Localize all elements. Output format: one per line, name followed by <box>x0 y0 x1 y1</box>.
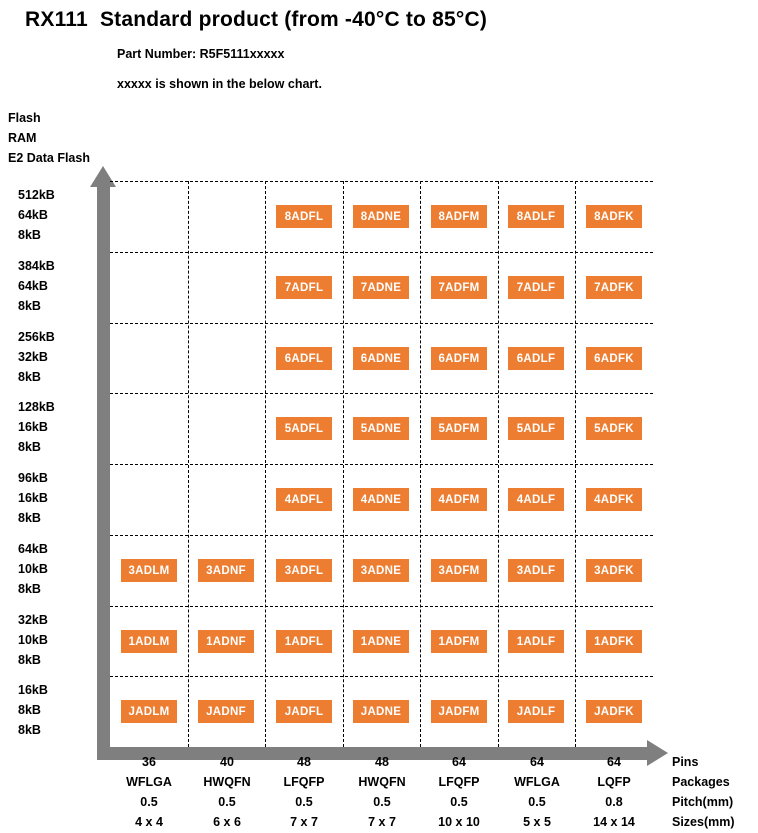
package-name: WFLGA <box>514 775 560 789</box>
pitch-value: 0.8 <box>605 795 623 809</box>
grid-row-separator <box>110 535 653 536</box>
y-axis-legend <box>8 108 90 168</box>
grid-row-separator <box>110 464 653 465</box>
pitch-value: 0.5 <box>295 795 313 809</box>
pitch-value: 0.5 <box>528 795 546 809</box>
part-number-badge: 7ADFL <box>276 276 332 299</box>
memory-config-labels <box>18 680 106 740</box>
package-name: HWQFN <box>358 775 406 789</box>
part-number-badge: 6ADFK <box>586 347 642 370</box>
package-name: HWQFN <box>203 775 251 789</box>
pins-value: 48 <box>375 755 389 769</box>
e2-data-flash-size-label: 8kB <box>18 582 41 596</box>
part-number-badge: 1ADLM <box>121 630 177 653</box>
e2-data-flash-size-label: 8kB <box>18 370 41 384</box>
part-number-badge: 3ADNE <box>353 559 409 582</box>
memory-config-labels <box>18 327 106 387</box>
part-number-badge: 1ADNE <box>353 630 409 653</box>
flash-size-label: 64kB <box>18 542 48 556</box>
size-value: 14 x 14 <box>593 815 635 829</box>
pitch-value: 0.5 <box>218 795 236 809</box>
grid-row-separator <box>110 323 653 324</box>
part-number-badge: 1ADFM <box>431 630 487 653</box>
grid-row-separator <box>110 252 653 253</box>
pins-value: 64 <box>452 755 466 769</box>
part-number-label: Part Number: R5F5111xxxxx <box>117 47 285 61</box>
size-value: 7 x 7 <box>368 815 396 829</box>
grid-column-separator <box>575 181 576 747</box>
pins-value: 40 <box>220 755 234 769</box>
part-number-badge: 3ADNF <box>198 559 254 582</box>
x-axis-label-packages: Packages <box>672 775 730 789</box>
grid-row-separator <box>110 393 653 394</box>
part-number-badge: 4ADFM <box>431 488 487 511</box>
ram-size-label: 64kB <box>18 279 48 293</box>
ram-size-label: 16kB <box>18 420 48 434</box>
part-number-badge: 1ADNF <box>198 630 254 653</box>
e2-data-flash-size-label: 8kB <box>18 511 41 525</box>
size-value: 7 x 7 <box>290 815 318 829</box>
flash-size-label: 512kB <box>18 188 55 202</box>
pins-value: 48 <box>297 755 311 769</box>
part-number-badge: JADFL <box>276 700 332 723</box>
pins-value: 64 <box>530 755 544 769</box>
x-axis-row-labels <box>672 752 735 832</box>
ram-size-label: 8kB <box>18 703 41 717</box>
part-number-badge: 4ADFL <box>276 488 332 511</box>
part-number-badge: 6ADLF <box>508 347 564 370</box>
flash-size-label: 384kB <box>18 259 55 273</box>
part-number-badge: 1ADLF <box>508 630 564 653</box>
x-axis-label-sizes: Sizes(mm) <box>672 815 735 829</box>
part-number-badge: 3ADFL <box>276 559 332 582</box>
e2-data-flash-size-label: 8kB <box>18 653 41 667</box>
y-axis-legend-flash: Flash <box>8 111 41 125</box>
part-number-badge: 1ADFL <box>276 630 332 653</box>
memory-config-labels <box>18 539 106 599</box>
size-value: 6 x 6 <box>213 815 241 829</box>
part-number-badge: 4ADFK <box>586 488 642 511</box>
part-number-badge: 3ADFM <box>431 559 487 582</box>
part-number-badge: 7ADFM <box>431 276 487 299</box>
memory-config-labels <box>18 468 106 528</box>
pins-value: 36 <box>142 755 156 769</box>
flash-size-label: 256kB <box>18 330 55 344</box>
part-number-badge: 5ADNE <box>353 417 409 440</box>
pitch-value: 0.5 <box>373 795 391 809</box>
part-number-badge: 4ADNE <box>353 488 409 511</box>
part-number-badge: 8ADFL <box>276 205 332 228</box>
part-number-badge: 3ADFK <box>586 559 642 582</box>
grid-column-separator <box>188 181 189 747</box>
part-number-badge: 1ADFK <box>586 630 642 653</box>
part-number-badge: 3ADLF <box>508 559 564 582</box>
memory-config-labels <box>18 185 106 245</box>
x-axis-label-pitch: Pitch(mm) <box>672 795 734 809</box>
grid-row-separator <box>110 606 653 607</box>
x-axis-label-pins: Pins <box>672 755 699 769</box>
size-value: 4 x 4 <box>135 815 163 829</box>
memory-config-labels <box>18 397 106 457</box>
y-axis-legend-ram: RAM <box>8 131 37 145</box>
pins-value: 64 <box>607 755 621 769</box>
memory-config-labels <box>18 610 106 670</box>
part-number-note: xxxxx is shown in the below chart. <box>117 77 322 91</box>
part-number-badge: JADFK <box>586 700 642 723</box>
ram-size-label: 10kB <box>18 562 48 576</box>
part-number-badge: 8ADLF <box>508 205 564 228</box>
memory-config-labels <box>18 256 106 316</box>
part-number-badge: 6ADFL <box>276 347 332 370</box>
ram-size-label: 10kB <box>18 633 48 647</box>
flash-size-label: 32kB <box>18 613 48 627</box>
grid-column-separator <box>343 181 344 747</box>
grid-column-separator <box>420 181 421 747</box>
part-number-badge: 5ADLF <box>508 417 564 440</box>
package-name: LFQFP <box>283 775 325 789</box>
part-number-badge: 5ADFM <box>431 417 487 440</box>
size-value: 10 x 10 <box>438 815 480 829</box>
part-number-badge: 6ADNE <box>353 347 409 370</box>
part-number-badge: 5ADFK <box>586 417 642 440</box>
pitch-value: 0.5 <box>140 795 158 809</box>
part-number-badge: JADLF <box>508 700 564 723</box>
package-name: LQFP <box>597 775 631 789</box>
part-number-badge: JADNF <box>198 700 254 723</box>
flash-size-label: 128kB <box>18 400 55 414</box>
part-number-badge: 8ADFK <box>586 205 642 228</box>
grid-column-separator <box>265 181 266 747</box>
part-number-badge: 5ADFL <box>276 417 332 440</box>
ram-size-label: 16kB <box>18 491 48 505</box>
part-number-badge: JADFM <box>431 700 487 723</box>
e2-data-flash-size-label: 8kB <box>18 299 41 313</box>
y-axis-legend-e2-data-flash: E2 Data Flash <box>8 151 90 165</box>
package-name: WFLGA <box>126 775 172 789</box>
part-number-badge: 6ADFM <box>431 347 487 370</box>
e2-data-flash-size-label: 8kB <box>18 723 41 737</box>
grid-top-line <box>110 181 653 182</box>
part-number-badge: 7ADFK <box>586 276 642 299</box>
size-value: 5 x 5 <box>523 815 551 829</box>
grid-row-separator <box>110 676 653 677</box>
part-number-badge: JADLM <box>121 700 177 723</box>
page-title: RX111 Standard product (from -40°C to 85°C) <box>25 8 488 31</box>
part-number-badge: 7ADNE <box>353 276 409 299</box>
package-name: LFQFP <box>438 775 480 789</box>
part-number-badge: 7ADLF <box>508 276 564 299</box>
pitch-value: 0.5 <box>450 795 468 809</box>
ram-size-label: 32kB <box>18 350 48 364</box>
flash-size-label: 16kB <box>18 683 48 697</box>
e2-data-flash-size-label: 8kB <box>18 228 41 242</box>
part-number-badge: 8ADFM <box>431 205 487 228</box>
ram-size-label: 64kB <box>18 208 48 222</box>
grid-column-separator <box>498 181 499 747</box>
part-number-badge: 4ADLF <box>508 488 564 511</box>
part-number-badge: 8ADNE <box>353 205 409 228</box>
part-number-badge: JADNE <box>353 700 409 723</box>
flash-size-label: 96kB <box>18 471 48 485</box>
part-number-badge: 3ADLM <box>121 559 177 582</box>
e2-data-flash-size-label: 8kB <box>18 440 41 454</box>
